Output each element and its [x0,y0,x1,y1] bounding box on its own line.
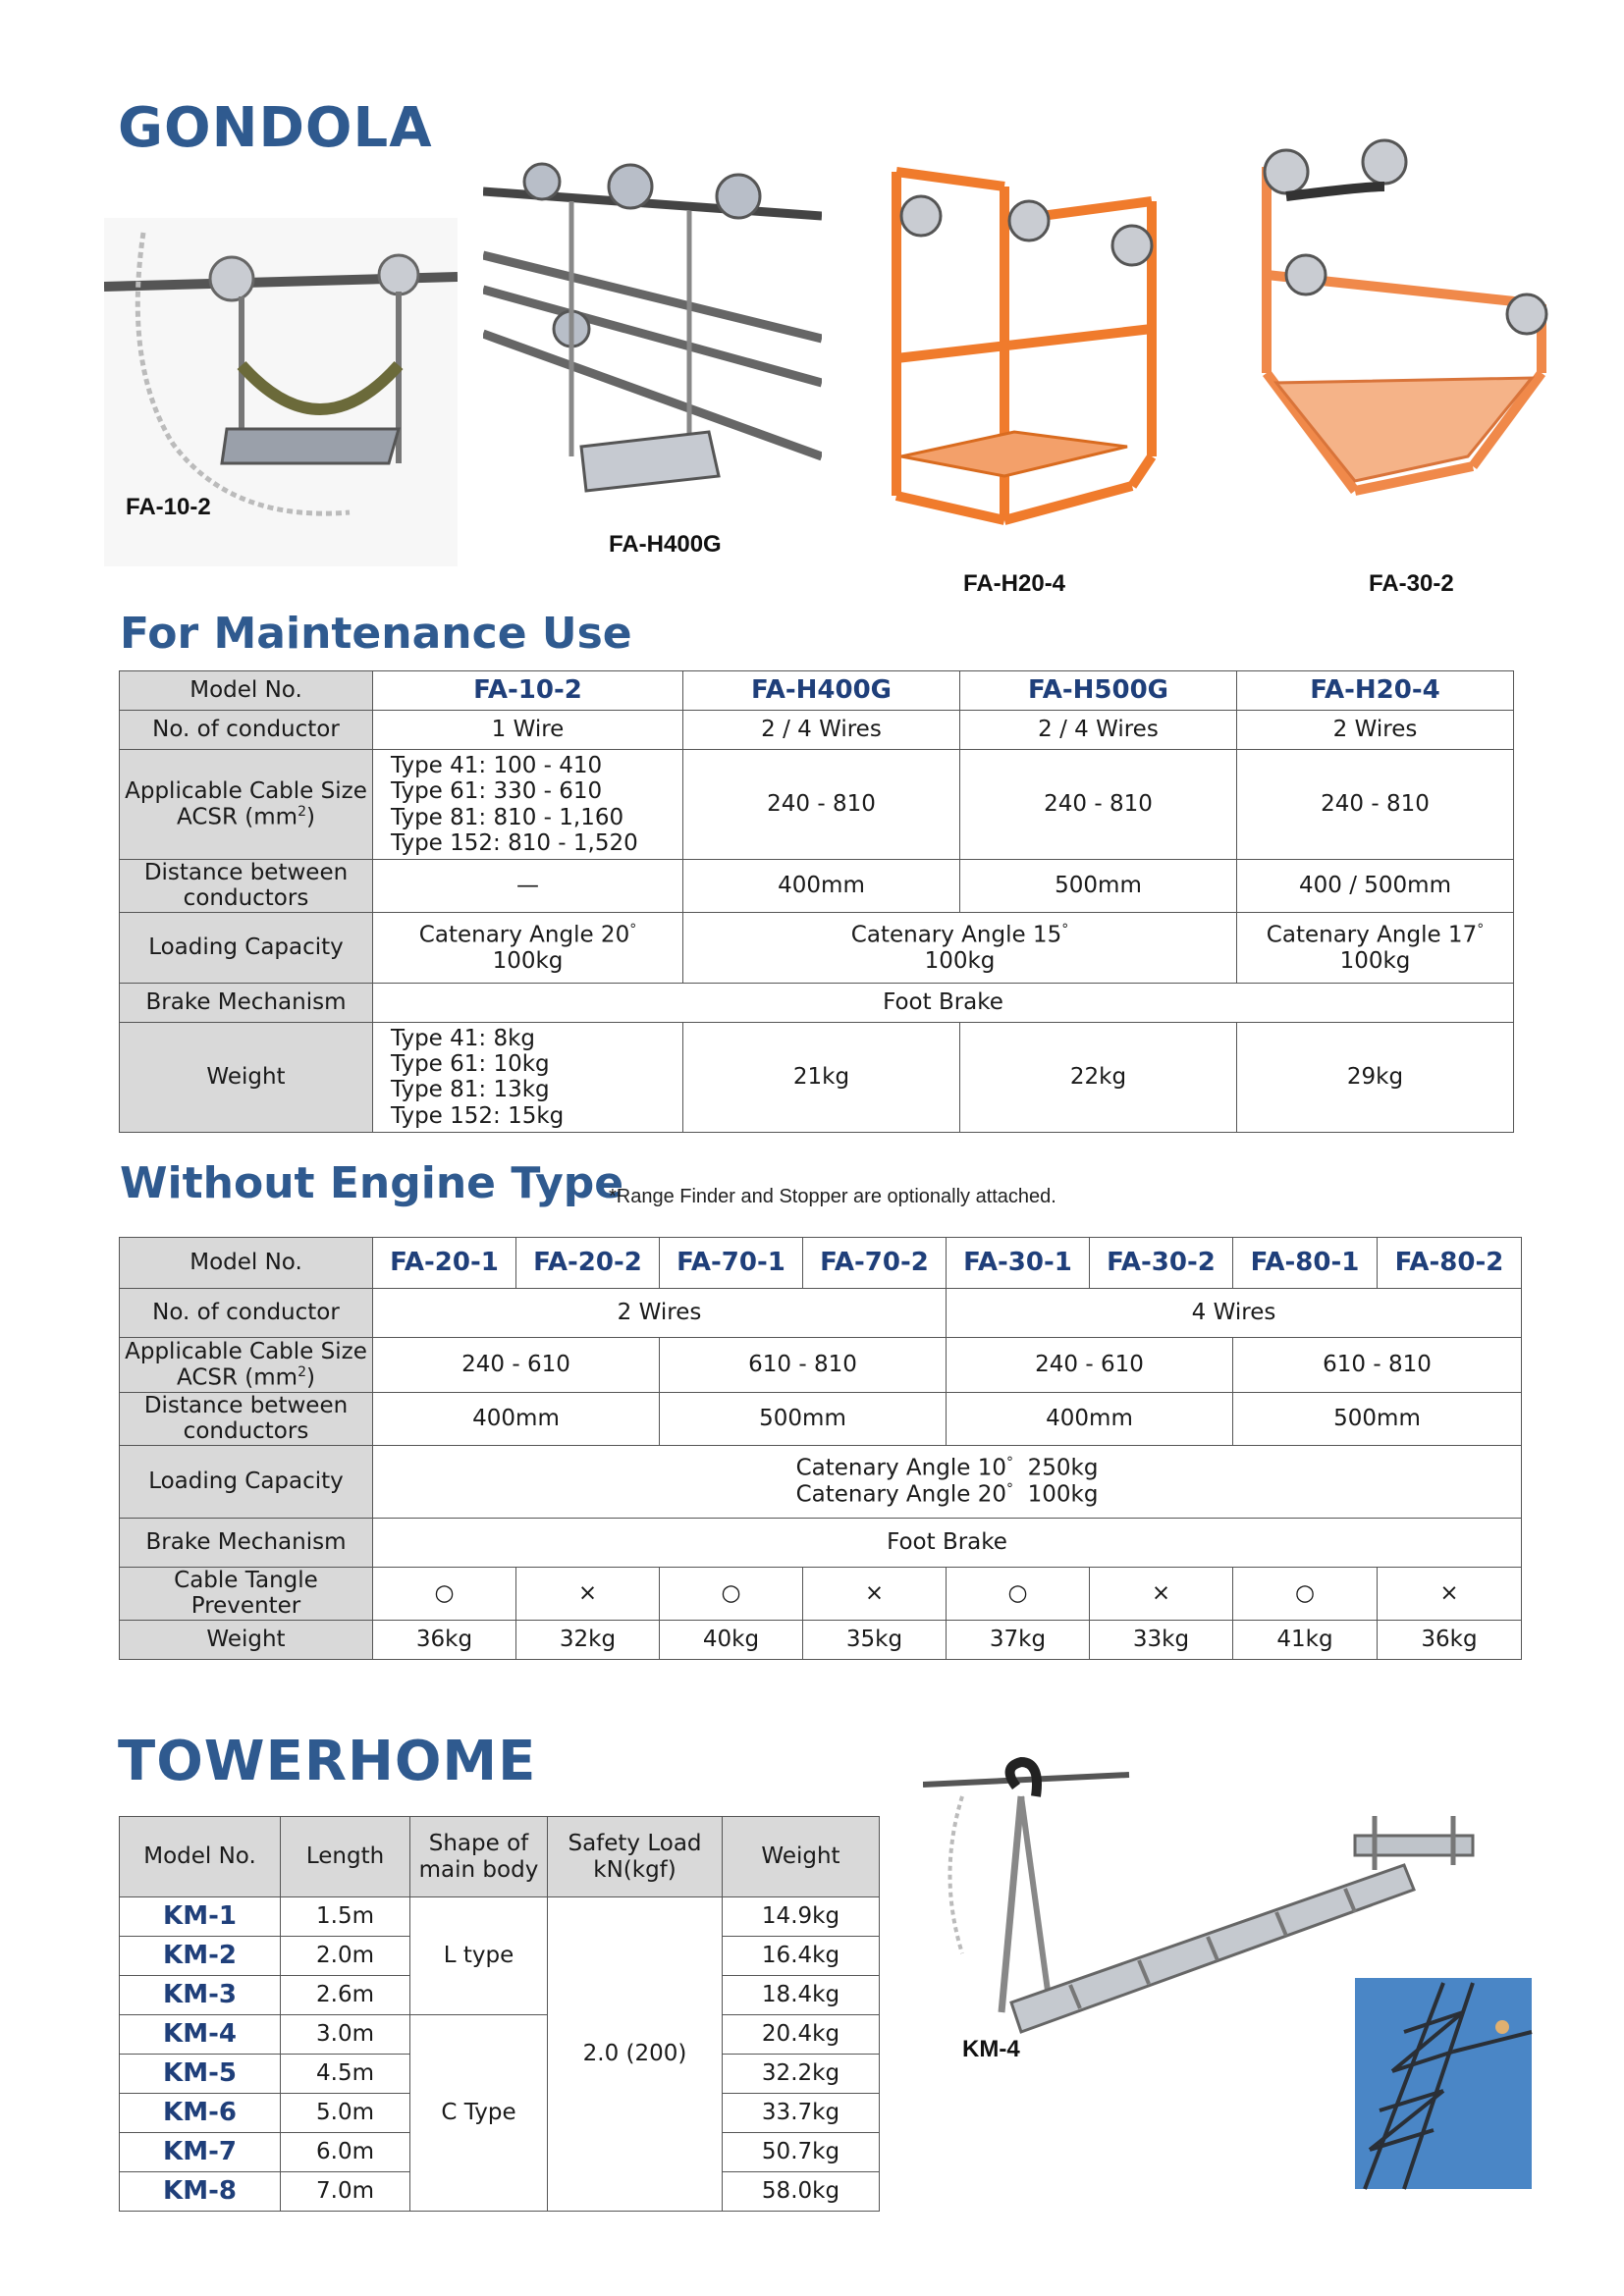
cell-weight: 20.4kg [723,2015,880,2055]
cell-cable: 240 - 610 [373,1338,660,1393]
tower-inset-photo [1355,1978,1532,2189]
cell-weight: 32.2kg [723,2055,880,2094]
caption-fa-10-2: FA-10-2 [126,494,211,520]
gondola-title: GONDOLA [118,96,433,160]
model-km-6: KM-6 [120,2094,281,2133]
cell-tangle: ○ [373,1567,516,1620]
cell-loading-fa-10-2 [373,912,683,983]
model-km-5: KM-5 [120,2055,281,2094]
cell-weight: 36kg [373,1620,516,1659]
label-tangle-line2: Preventer [190,1593,301,1620]
cell-distance: 400 / 500mm [1237,860,1514,913]
cell-conductor-2wires: 2 Wires [373,1289,947,1338]
cable-line: Type 81: 810 - 1,160 [391,804,624,830]
model-fa-30-1: FA-30-1 [947,1238,1090,1289]
label-cable-line2: ACSR $(mm^2)$ [177,1364,315,1391]
label-cable-line1: Applicable Cable Size [125,1338,367,1364]
cell-weight: 40kg [660,1620,803,1659]
cell-cable: 240 - 610 [947,1338,1233,1393]
cell-tangle: × [1090,1567,1233,1620]
cell-tangle: ○ [1233,1567,1378,1620]
gondola-photo-fa-10-2 [104,218,458,566]
label-cable-line1: Applicable Cable Size [125,777,367,804]
label-distance-line2: conductors [183,885,309,912]
model-fa-70-1: FA-70-1 [660,1238,803,1289]
model-fa-30-2: FA-30-2 [1090,1238,1233,1289]
model-fa-70-2: FA-70-2 [803,1238,947,1289]
model-fa-80-1: FA-80-1 [1233,1238,1378,1289]
weight-line: Type 61: 10kg [391,1050,550,1077]
cell-distance: 500mm [960,860,1237,913]
cell-weight: 58.0kg [723,2172,880,2212]
cell-tangle: ○ [660,1567,803,1620]
model-fa-80-2: FA-80-2 [1378,1238,1522,1289]
towerhome-photo-km-4 [923,1757,1542,2199]
header-shape [410,1817,548,1897]
label-weight: Weight [120,1022,373,1132]
cell-weight: 22kg [960,1022,1237,1132]
loading-line-1: Catenary Angle 10° 250kg [795,1455,1099,1481]
loading-line-2: Catenary Angle 20° 100kg [795,1481,1099,1509]
model-fa-h400g: FA-H400G [683,671,960,711]
cell-distance: — [373,860,683,913]
loading-angle: Catenary Angle 20° [418,921,637,948]
cell-length: 2.0m [281,1937,410,1976]
model-km-2: KM-2 [120,1937,281,1976]
cell-weight: 33kg [1090,1620,1233,1659]
cell-conductor: 1 Wire [373,711,683,750]
label-brake: Brake Mechanism [120,983,373,1022]
model-fa-20-2: FA-20-2 [516,1238,660,1289]
model-fa-h20-4: FA-H20-4 [1237,671,1514,711]
without-engine-title: Without Engine Type [120,1158,624,1208]
cell-weight: 14.9kg [723,1897,880,1937]
cell-cable: 610 - 810 [660,1338,947,1393]
cell-brake: Foot Brake [373,1518,1522,1567]
model-km-8: KM-8 [120,2172,281,2212]
cell-cable: 610 - 810 [1233,1338,1522,1393]
label-cable-size [120,750,373,860]
cell-conductor: 2 / 4 Wires [683,711,960,750]
cell-weight: 35kg [803,1620,947,1659]
cell-cable-fa-10-2 [373,750,683,860]
label-distance [120,1393,373,1446]
header-safety-load [548,1817,723,1897]
caption-fa-h400g: FA-H400G [609,531,722,558]
weight-line: Type 81: 13kg [391,1077,550,1103]
towerhome-table [119,1816,880,2212]
cell-tangle: × [1378,1567,1522,1620]
loading-angle: Catenary Angle 15° [850,921,1069,948]
header-model: Model No. [120,1817,281,1897]
caption-fa-30-2: FA-30-2 [1369,570,1454,597]
gondola-photo-fa-30-2 [1247,128,1561,510]
cell-weight: 33.7kg [723,2094,880,2133]
weight-line: Type 152: 15kg [391,1102,565,1129]
label-conductor: No. of conductor [120,1289,373,1338]
cell-loading-h400g-h500g [683,912,1237,983]
caption-fa-h20-4: FA-H20-4 [963,570,1066,597]
cable-line: Type 41: 100 - 410 [391,752,603,778]
cell-safety-load: 2.0 (200) [548,1897,723,2212]
label-cable-size [120,1338,373,1393]
model-km-7: KM-7 [120,2133,281,2172]
header-shape-line2: main body [418,1856,539,1883]
cell-length: 2.6m [281,1976,410,2015]
cell-cable: 240 - 810 [1237,750,1514,860]
cell-weight: 50.7kg [723,2133,880,2172]
maintenance-table [119,670,1514,1133]
cell-tangle: ○ [947,1567,1090,1620]
label-brake: Brake Mechanism [120,1518,373,1567]
label-distance [120,860,373,913]
cell-weight: 37kg [947,1620,1090,1659]
cell-distance: 500mm [660,1393,947,1446]
cell-length: 1.5m [281,1897,410,1937]
cell-distance: 400mm [683,860,960,913]
cell-length: 6.0m [281,2133,410,2172]
without-engine-table [119,1237,1522,1660]
cell-weight: 41kg [1233,1620,1378,1659]
label-cable-line2: ACSR $(mm^2)$ [177,804,315,830]
label-distance-line2: conductors [183,1418,309,1445]
loading-load: 100kg [1339,947,1411,974]
cell-length: 7.0m [281,2172,410,2212]
maintenance-title: For Maintenance Use [120,609,632,659]
model-km-1: KM-1 [120,1897,281,1937]
caption-km-4: KM-4 [962,2036,1020,2062]
cell-weight: 32kg [516,1620,660,1659]
cell-loading-fa-h20-4 [1237,912,1514,983]
gondola-photo-fa-h400g [483,162,822,506]
cable-line: Type 152: 810 - 1,520 [391,829,638,856]
label-weight: Weight [120,1620,373,1659]
cell-conductor: 2 / 4 Wires [960,711,1237,750]
cable-line: Type 61: 330 - 610 [391,778,603,805]
label-tangle-line1: Cable Tangle [174,1567,318,1593]
cell-conductor-4wires: 4 Wires [947,1289,1522,1338]
cell-cable: 240 - 810 [683,750,960,860]
weight-line: Type 41: 8kg [391,1025,536,1051]
model-fa-20-1: FA-20-1 [373,1238,516,1289]
label-loading: Loading Capacity [120,912,373,983]
cell-weight-fa-10-2 [373,1022,683,1132]
without-engine-note: *Range Finder and Stopper are optionally attached. [609,1186,1056,1207]
header-weight: Weight [723,1817,880,1897]
cell-weight: 29kg [1237,1022,1514,1132]
cell-conductor: 2 Wires [1237,711,1514,750]
label-model-no: Model No. [120,1238,373,1289]
loading-load: 100kg [492,947,564,974]
header-safety-line2: kN(kgf) [593,1856,677,1883]
cell-shape-l: L type [410,1897,548,2015]
cell-tangle: × [516,1567,660,1620]
model-fa-10-2: FA-10-2 [373,671,683,711]
loading-load: 100kg [924,947,996,974]
cell-weight: 21kg [683,1022,960,1132]
towerhome-title: TOWERHOME [118,1730,537,1793]
cell-distance: 400mm [947,1393,1233,1446]
cell-distance: 400mm [373,1393,660,1446]
cell-brake: Foot Brake [373,983,1514,1022]
cell-shape-c: C Type [410,2015,548,2212]
cell-weight: 18.4kg [723,1976,880,2015]
model-km-3: KM-3 [120,1976,281,2015]
model-fa-h500g: FA-H500G [960,671,1237,711]
header-length: Length [281,1817,410,1897]
label-conductor: No. of conductor [120,711,373,750]
cell-distance: 500mm [1233,1393,1522,1446]
header-shape-line1: Shape of [428,1831,529,1857]
cell-cable: 240 - 810 [960,750,1237,860]
gondola-photo-fa-h20-4 [877,162,1171,550]
label-distance-line1: Distance between [143,1393,349,1418]
cell-length: 5.0m [281,2094,410,2133]
label-loading: Loading Capacity [120,1445,373,1518]
cell-loading [373,1445,1522,1518]
loading-angle: Catenary Angle 17° [1266,921,1485,948]
label-tangle-preventer [120,1567,373,1620]
header-safety-line1: Safety Load [568,1831,702,1857]
cell-length: 3.0m [281,2015,410,2055]
model-km-4: KM-4 [120,2015,281,2055]
cell-tangle: × [803,1567,947,1620]
cell-length: 4.5m [281,2055,410,2094]
label-distance-line1: Distance between [143,860,349,885]
label-model-no: Model No. [120,671,373,711]
cell-weight: 36kg [1378,1620,1522,1659]
cell-weight: 16.4kg [723,1937,880,1976]
